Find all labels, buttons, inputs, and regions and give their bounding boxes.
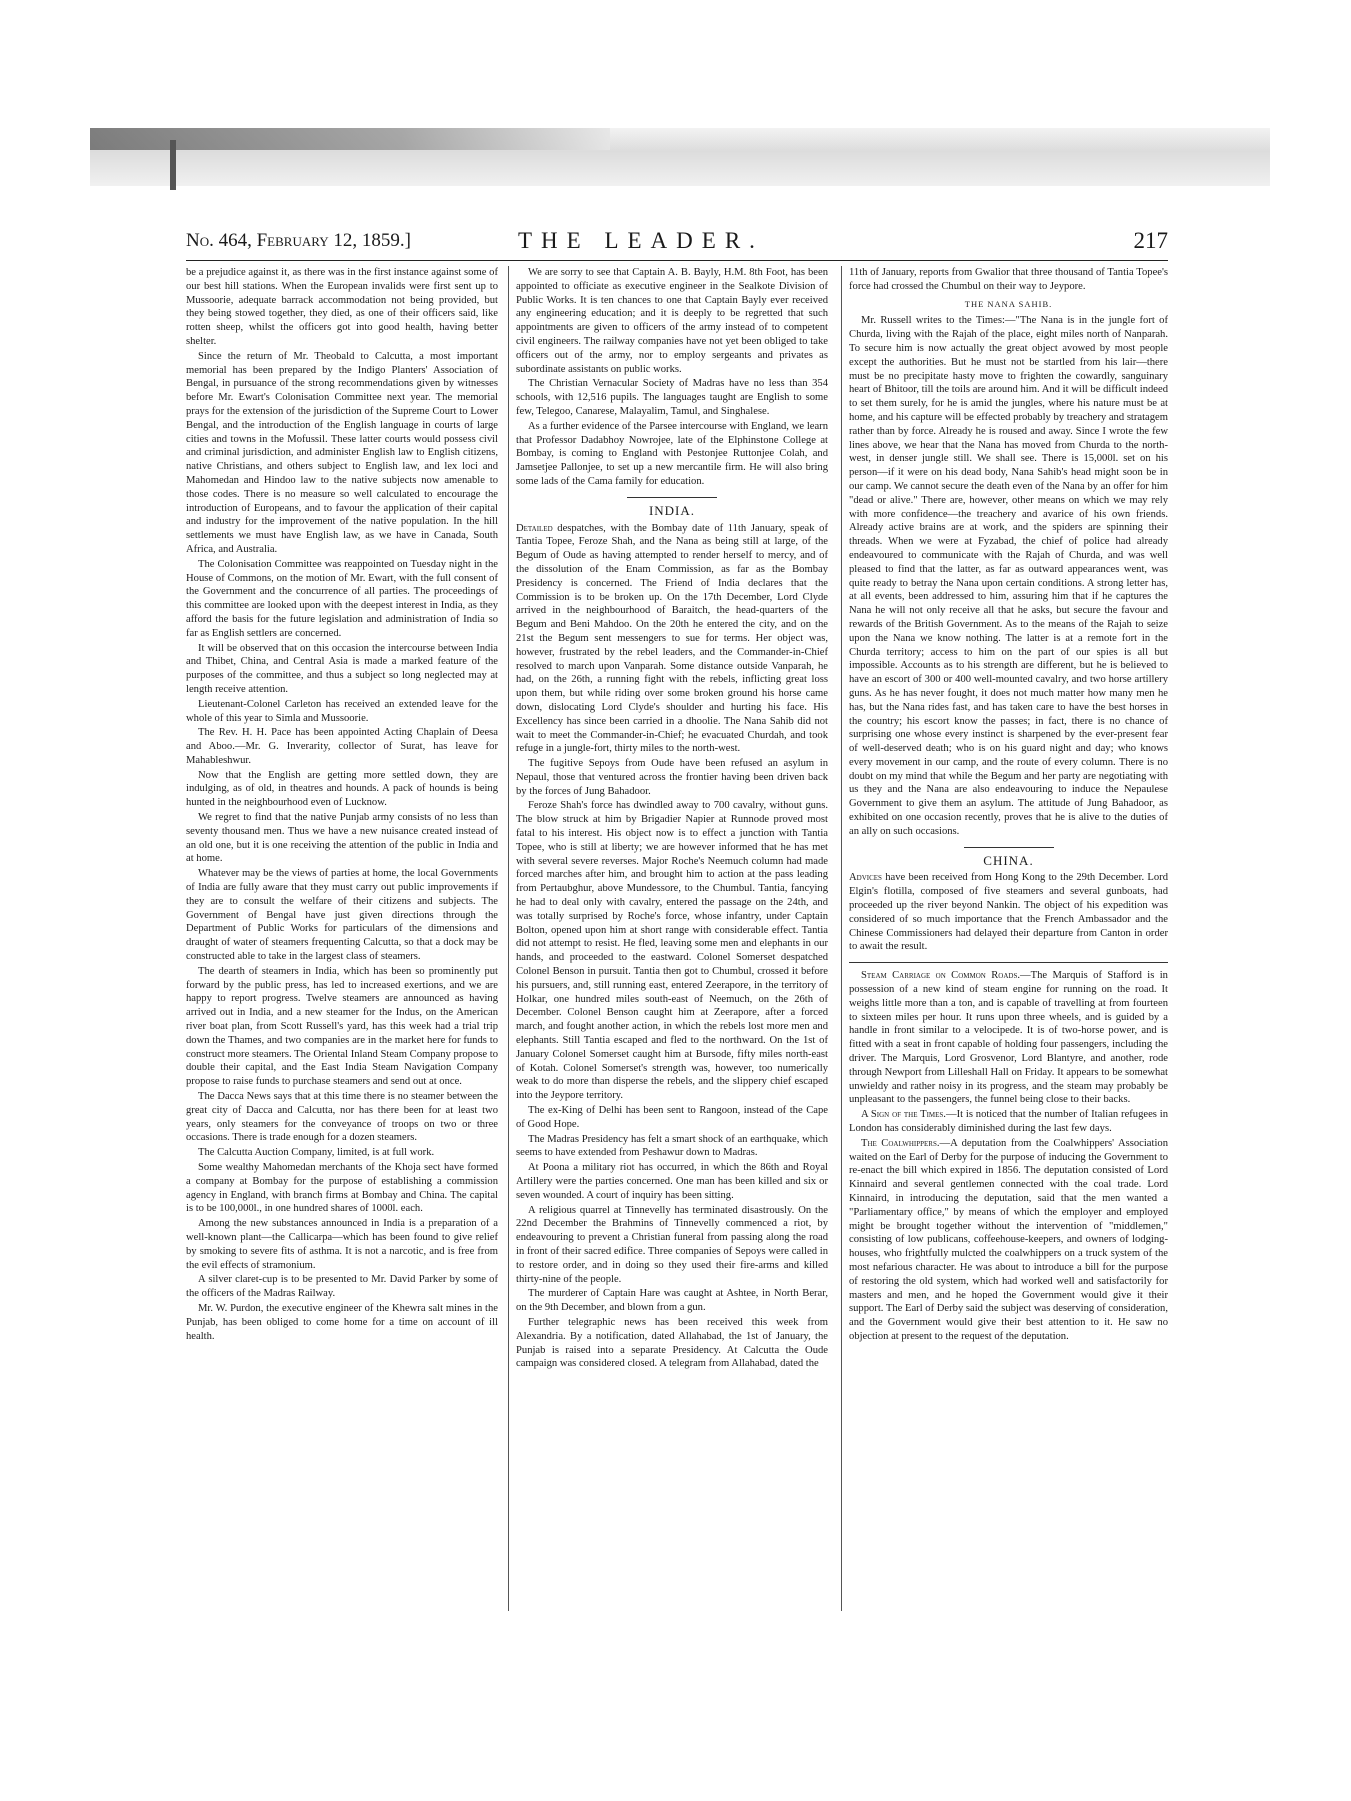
column-2 xyxy=(516,266,828,1611)
paragraph: Now that the English are getting more settled down, they are indulging, as of old, in theatres and hounds. A pack of hounds is being hunted in the neighbourhood even of Lucknow. xyxy=(186,769,498,809)
item-heading: The Coalwhippers. xyxy=(861,1137,940,1149)
scan-dark-streak xyxy=(90,128,610,150)
newspaper-page xyxy=(186,226,1168,1616)
paragraph: The dearth of steamers in India, which has been so prominently put forward by the public press, has led to increased exertions, and we are happy to report progress. Twelve steamers are announced as having arrived out in India, and a new steamer for the Indus, on the American river boat plan, from Scott Russell's yard, has this week had a trial trip down the Thames, and two companies are in the market here for funds to construct more steamers. The Oriental Inland Steam Company propose to double their capital, and the East India Steam Navigation Company propose to raise funds to purchase steamers and send out at once. xyxy=(186,965,498,1088)
paragraph: We are sorry to see that Captain A. B. Bayly, H.M. 8th Foot, has been appointed to officiate as executive engineer in the Sealkote Division of Public Works. It is ten chances to one that Captain Bayly ever received any engineering education; and it is deeply to be regretted that such appointments are given to officers of the army instead of to competent civil engineers. The railway companies have not yet been obliged to take officers out of the army, nor to employ sergeants and privates as subordinate assistants on public works. xyxy=(516,267,828,375)
issue-info: No. 464, February 12, 1859.] xyxy=(186,230,411,251)
newspaper-title: THE LEADER. xyxy=(518,228,764,253)
paragraph: The murderer of Captain Hare was caught at Ashtee, in North Berar, on the 9th December, and blown from a gun. xyxy=(516,1288,828,1314)
paragraph: The Dacca News says that at this time there is no steamer between the great city of Dacca and Calcutta, nor has there been for at least two years, only steamers for the conveyance of troops on two or three occasions. There is trade enough for a dozen steamers. xyxy=(186,1091,498,1144)
masthead xyxy=(186,226,1168,261)
paragraph: We regret to find that the native Punjab army consists of no less than seventy thousand men. Thus we have a new nuisance created instead of an old one, but it is one receiving the attention of the public in India and at home. xyxy=(186,812,498,865)
paragraph: A silver claret-cup is to be presented to Mr. David Parker by some of the officers of the Madras Railway. xyxy=(186,1274,498,1300)
section-divider xyxy=(849,962,1168,963)
paragraph: A religious quarrel at Tinnevelly has terminated disastrously. On the 22nd December the Brahmins of Tinnevelly commenced a riot, by endeavouring to prevent a Christian funeral from passing along the road in front of their sacred edifice. Three companies of Sepoys were called in to restore order, and in doing so they used their fire-arms and killed thirty-nine of the people. xyxy=(516,1204,828,1285)
paragraph xyxy=(849,1108,1168,1136)
page-number: 217 xyxy=(1133,228,1168,253)
subheading-nana-sahib: THE NANA SAHIB. xyxy=(964,298,1053,309)
paragraph: The Rev. H. H. Pace has been appointed Acting Chaplain of Deesa and Aboo.—Mr. G. Inverarity, collector of Surat, has leave for Mahableshwur. xyxy=(186,727,498,766)
paragraph: Feroze Shah's force has dwindled away to 700 cavalry, without guns. The blow struck at him by Brigadier Napier at Runnode proved most fatal to his interest. His object now is to effect a junction with Tantia Topee, who is still at liberty; we are however informed that he has met with several severe reverses. Major Roche's Neemuch column had made forced marches after him, and brought him to action at the pass leading from Pertaubghur, above Mundessore, to the Chumbul. Tantia, fancying he had to deal only with cavalry, entered the passage on the 24th, and was totally surprised by Roche's force, whose infantry, under Captain Bolton, opened upon him at short range with considerable effect. Tantia did not attempt to resist. He fled, leaving some men and elephants in our hands, and proceeded to the eastward. Colonel Somerset despatched Colonel Benson in pursuit. Tantia then got to Chumbul, crossed it before his pursuers, and, still running east, entered Zeerapore, in the territory of Holkar, one hundred miles south-east of Neemuch, on the 26th of December. Colonel Benson caught him at Zeerapore, after a forced march, and fought another action, in which the rebels lost more men and elephants. Still Tantia escaped and fled to the northward. On the 1st of January Colonel Somerset caught him at Bursode, fifty miles north-east of Kotah. Colonel Somerset's strength was, however, too numerically weak to do more than disperse the rebels, and the slippery chief escaped into the Jeypore territory. xyxy=(516,800,828,1102)
paragraph: The ex-King of Delhi has been sent to Rangoon, instead of the Cape of Good Hope. xyxy=(516,1105,828,1130)
section-divider xyxy=(964,847,1054,848)
paragraph-text: —A deputation from the Coalwhippers' Association waited on the Earl of Derby for the purpose of inducing the Government to re-enact the bill which expired in 1856. The deputation consisted of Lord Kinnaird and several gentlemen connected with the coal trade. Lord Kinnaird, in introducing the deputation, said that the men wanted a "Parliamentary office," by means of which the employer and employed might be brought together without the intervention of "middlemen," consisting of low publicans, coffeehouse-keepers, and owners of lodging-houses, who frightfully mulcted the coalwhippers on a truck system of the most nefarious character. He was about to introduce a bill for the purpose of restoring the old system, which had worked well and satisfactorily for masters and men, and he hoped the Government would give it their support. The Earl of Derby said the subject was deserving of consideration, and the Government would give their best attention to it. He saw no objection at present to the request of the deputation. xyxy=(849,1137,1168,1342)
paragraph-text: despatches, with the Bombay date of 11th January, speak of Tantia Topee, Feroze Shah, and the Nana as being still at large, of the Begum of Oude as having attempted to render herself to mercy, and of the dissolution of the Enam Commission, as far as the Bombay Presidency is concerned. The Friend of India declares that the Commission is to be broken up. On the 17th December, Lord Clyde arrived in the neighbourhood of Baraitch, the head-quarters of the Begum and Beni Mahdoo. On the 20th he entered the city, and on the 21st the Begum sent messengers to sue for terms. Her object was, however, frustrated by the rebel leaders, and the Commander-in-Chief resolved to march upon Vanparah. Some distance outside Vanparah, he had, on the 26th, a running fight with the rebels, inflicting great loss upon them, but while riding over some broken ground his horse came down, dislocating Lord Clyde's shoulder and hurting his face. His Excellency has since been carried in a dhoolie. The Nana Sahib did not wait to meet the Commander-in-Chief; he evacuated Churdah, and took refuge in a jungle-fort, thirty miles to the north-west. xyxy=(516,522,828,755)
paragraph: Among the new substances announced in India is a preparation of a well-known plant—the Callicarpa—which has been found to give relief by smoking to severe fits of asthma. It is not a narcotic, and is free from the evil effects of stramonium. xyxy=(186,1218,498,1271)
paragraph: Lieutenant-Colonel Carleton has received an extended leave for the whole of this year to Simla and Mussoorie. xyxy=(186,698,498,724)
paragraph: Whatever may be the views of parties at home, the local Governments of India are fully aware that they must carry out public improvements if they are to consult the welfare of their citizens and subjects. The Government of Bengal have just given directions through the Department of Public Works for particulars of the dimensions and draught of water of steamers frequenting Calcutta, so that a dock may be constructed able to take in the largest class of steamers. xyxy=(186,868,498,963)
paragraph: As a further evidence of the Parsee intercourse with England, we learn that Professor Dadabhoy Nowrojee, late of the Elphinstone College at Bombay, is coming to England with Pestonjee Ruttonjee Colah, and Jamsetjee Pallonjee, to set up a new mercantile firm. He will also bring some lads of the Cama family for education. xyxy=(516,420,828,487)
paragraph xyxy=(516,522,828,757)
section-heading-china: CHINA. xyxy=(983,852,1034,868)
paragraph-text: have been received from Hong Kong to the 29th December. Lord Elgin's flotilla, composed of five steamers and several gunboats, had proceeded up the river beyond Nankin. The object of his expedition was considered of so much importance that the French Ambassador and the Chinese Commissioners had delayed their departure from Canton in order to await the result. xyxy=(849,872,1168,953)
paragraph: Some wealthy Mahomedan merchants of the Khoja sect have formed a company at Bombay for the purpose of establishing a commission agency in England, with branch firms at Bombay and China. The capital is to be 100,000l., in one hundred shares of 1000l. each. xyxy=(186,1162,498,1215)
lead-word: Advices xyxy=(849,872,882,884)
paragraph: Further telegraphic news has been received this week from Alexandria. By a notification, dated Allahabad, the 1st of January, the Punjab is raised into a separate Presidency. At Calcutta the Oude campaign was considered closed. A telegram from Allahabad, dated the xyxy=(516,1316,828,1370)
paragraph: The Colonisation Committee was reappointed on Tuesday night in the House of Commons, on the motion of Mr. Ewart, with the full consent of the Government and the concurrence of all parties. The proceedings of this committee are looked upon with the deepest interest in India, as they afford the basis for the future legislation and administration of India so far as English settlers are concerned. xyxy=(186,558,498,639)
paragraph: The Christian Vernacular Society of Madras have no less than 354 schools, with 12,516 pupils. The languages taught are English to some few, Telegoo, Canarese, Malayalim, Tamul, and Singhalese. xyxy=(516,378,828,417)
section-divider xyxy=(627,497,717,498)
paragraph: be a prejudice against it, as there was in the first instance against some of our best hill stations. When the European invalids were first sent up to Mussoorie, adequate barrack accommodation not being provided, but they being stowed together, they died, as one of their officers said, like rotten sheep, whilst the officers got into good health, having better shelter. xyxy=(186,267,498,347)
paragraph-text: —It is noticed that the number of Italian refugees in London has considerably diminished during the last few days. xyxy=(849,1109,1168,1135)
paragraph xyxy=(849,969,1168,1107)
item-heading: Steam Carriage on Common Roads. xyxy=(861,970,1021,982)
paragraph-text: —The Marquis of Stafford is in possession of a new kind of steam engine for running on the road. It weighs little more than a ton, and is capable of travelling at from fourteen to sixteen miles per hour. It runs upon three wheels, and is guided by a handle in front similar to a velocipede. It is of two-horse power, and is fitted with a seat in front capable of holding four passengers, including the driver. The Marquis, Lord Grosvenor, Lord Blantyre, and another, rode through Newport from Lilleshall Hall on Friday. It appears to be somewhat unwieldy and rather noisy in its progress, and the steam may probably be unpleasant to the passengers, the funnel being close to their backs. xyxy=(849,970,1168,1106)
paragraph: At Poona a military riot has occurred, in which the 86th and Royal Artillery were the parties concerned. One man has been killed and six or seven wounded. A court of inquiry has been sitting. xyxy=(516,1162,828,1201)
paragraph: It will be observed that on this occasion the intercourse between India and Thibet, China, and Central Asia is made a marked feature of the purposes of the committee, and thus a subject so long neglected may at length receive attention. xyxy=(186,642,498,695)
item-heading: A Sign of the Times. xyxy=(861,1109,946,1121)
scan-margin xyxy=(0,0,1351,235)
paragraph xyxy=(849,1137,1168,1344)
column-3 xyxy=(849,266,1168,1611)
paragraph: 11th of January, reports from Gwalior that three thousand of Tantia Topee's force had crossed the Chumbul on their way to Jeypore. xyxy=(849,267,1168,292)
column-rule-1 xyxy=(508,266,509,1611)
paragraph: Mr. Russell writes to the Times:—"The Nana is in the jungle fort of Churda, living with the Rajah of the place, eight miles north of Nanparah. To secure him is now actually the great object avowed by most people except the authorities. But he must not be startled from his lair—there must be no precipitate hasty move to frighten the cowardly, sanguinary heart of Bhitoor, till the toils are around him. And it will be difficult indeed to set them surely, for he is amid the jungles, where his nature must be at home, and his capture will be effected probably by treachery and stratagem rather than by force. Already he is roused and away. Since I wrote the few lines above, we hear that the Nana has moved from Churda to the north-west, in denser jungle still. We shall see. There is 15,000l. set on his person—if it were on his dead body, Nana Sahib's head might soon be in our camp. We cannot secure the death even of the Nana by an offer for him "dead or alive." There are, however, other means on which we may rely with more confidence—the treachery and avarice of his own friends. Already active brains are at work, and the spiders are spinning their threads. When we were at Fyzabad, the chief of police had already endeavoured to communicate with the Rajah of Churda, and was well pleased to find that the latter, as far as outward appearances went, was quite ready to betray the Nana upon certain conditions. A strong letter has, at all events, been addressed to him, assuring him that if he captures the Nana he will not only receive all that he asks, but secure the favour and rewards of the British Government. As to the means of the Rajah to seize upon the Nana we know nothing. The latter is at a remote fort in the Churda territory; access to him on the part of our spies is all but impossible. Accounts as to his strength are different, but he is believed to have an escort of 300 or 400 well-mounted cavalry, and two horse artillery guns. As he has never fought, it does not much matter how many men he has, but the Nana rides fast, and has taken care to have the best horses in the country; his escort know the passes; in fact, there is no chance of surprising one whose every instinct is sharpened by the ever-present fear of well-deserved death; who is on his guard night and day; who knows every movement in our camp, and the route of every column. There is no doubt on my mind that while the Begum and her party are negotiating with us they and the Nana are also endeavouring to induce the Nepaulese Government to give them an asylum. The attitude of Jung Bahadoor, as exhibited on one occasion recently, proves that he is alive to the duties of an ally on such occasions. xyxy=(849,315,1168,837)
paragraph xyxy=(849,871,1168,954)
paragraph: The Madras Presidency has felt a smart shock of an earthquake, which seems to have extended from Peshawur down to Madras. xyxy=(516,1133,828,1159)
paragraph: Since the return of Mr. Theobald to Calcutta, a most important memorial has been prepared by the Indigo Planters' Association of Bengal, in pursuance of the strong recommendations given by witnesses before Mr. Ewart's Colonisation Committee next year. The memorial prays for the extension of the jurisdiction of the Supreme Court to Lower Bengal, and the introduction of the English language in courts of large cities and towns in the Mofussil. These latter courts would possess civil and criminal jurisdiction, and administer English law to English citizens, native Christians, and others subject to English law, and lex loci and Mahomedan and Hindoo law to the native subjects now amenable to those codes. There is no measure so well calculated to encourage the introduction of Europeans, and to favour the application of their capital and industry for the improvement of the native population. In the hill settlements we must have English law, as we have in Canada, South Africa, and Australia. xyxy=(186,350,498,555)
column-1 xyxy=(186,266,498,1611)
column-rule-2 xyxy=(841,266,842,1611)
paragraph: Mr. W. Purdon, the executive engineer of the Khewra salt mines in the Punjab, has been obliged to come home for a time on account of ill health. xyxy=(186,1302,498,1342)
paragraph: The fugitive Sepoys from Oude have been refused an asylum in Nepaul, those that ventured across the frontier having been driven back by the forces of Jung Bahadoor. xyxy=(516,758,828,797)
section-heading-india: INDIA. xyxy=(648,502,696,518)
scan-binding-mark xyxy=(170,140,176,190)
lead-word: Detailed xyxy=(516,522,553,534)
paragraph: The Calcutta Auction Company, limited, is at full work. xyxy=(198,1147,435,1159)
